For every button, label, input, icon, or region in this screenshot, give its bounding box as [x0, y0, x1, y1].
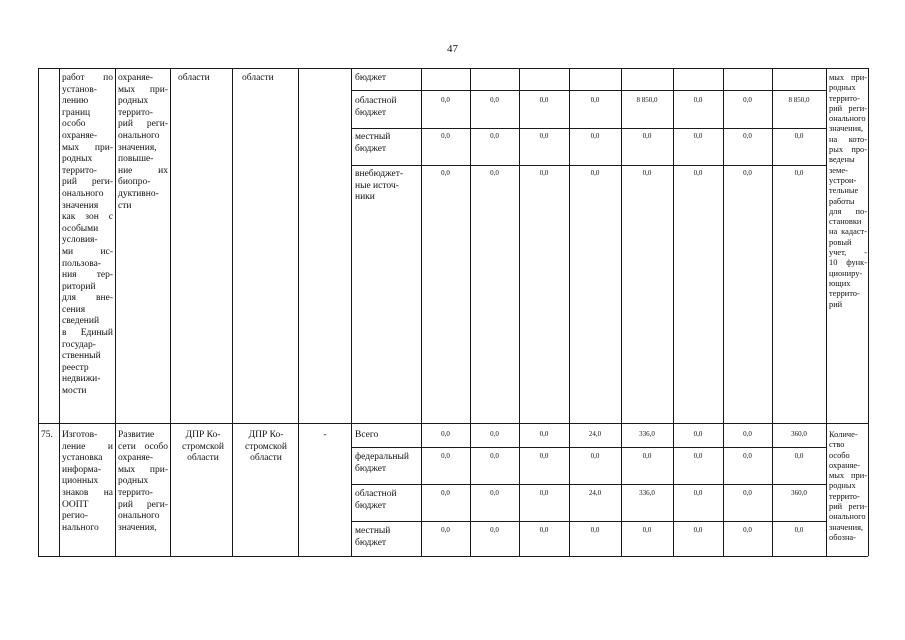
budget-source-label: областной бюджет [355, 96, 397, 118]
budget-amount: 360,0 [791, 489, 807, 497]
budget-amount: 0,0 [490, 489, 499, 497]
page-number: 47 [447, 43, 458, 55]
budget-amount: 0,0 [441, 430, 450, 438]
budget-amount: 0,0 [642, 169, 652, 177]
executor-75: ДПР Ко- стромской области [182, 430, 224, 464]
table-top-rule [38, 68, 868, 69]
budget-amount: 0,0 [441, 96, 450, 104]
budget-amount: 0,0 [539, 96, 549, 104]
budget-amount: 24,0 [588, 430, 602, 438]
budget-subrow-rule [351, 521, 826, 522]
budget-amount: 0,0 [490, 452, 499, 460]
budget-amount: 0,0 [693, 452, 703, 460]
budget-amount: 0,0 [590, 132, 600, 140]
result-indicator-75: Количе- ство особо охраняе- мых при- родных террито- рий реги- онального значения, обозна- [829, 430, 867, 542]
budget-amount: 0,0 [794, 526, 804, 534]
coexecutor-prev: области [242, 73, 274, 83]
budget-amount: 0,0 [743, 526, 752, 534]
budget-amount: 0,0 [590, 526, 600, 534]
budget-amount: 0,0 [490, 169, 499, 177]
budget-amount: 24,0 [588, 489, 602, 497]
budget-amount: 0,0 [441, 452, 450, 460]
table-column-rule [772, 68, 773, 556]
table-column-rule [826, 68, 827, 556]
budget-amount: 336,0 [639, 430, 655, 438]
table-column-rule [569, 68, 570, 556]
executor-prev: области [178, 73, 210, 83]
budget-subrow-rule [351, 90, 826, 91]
budget-amount: 0,0 [642, 132, 652, 140]
budget-amount: 0,0 [743, 489, 752, 497]
table-column-rule [38, 68, 39, 556]
table-bottom-rule [38, 556, 868, 557]
table-column-rule [621, 68, 622, 556]
budget-amount: 0,0 [441, 132, 450, 140]
budget-amount: 0,0 [794, 452, 804, 460]
table-column-rule [170, 68, 171, 556]
row-number: 75. [41, 430, 53, 440]
budget-source-label: внебюджет- ные источ- ники [355, 169, 404, 203]
budget-amount: 0,0 [539, 430, 549, 438]
work-description-75: Изготов- ление и установка информа- ционных знаков на ООПТ регио- нального [62, 430, 113, 533]
table-column-rule [298, 68, 299, 556]
budget-amount: 0,0 [743, 452, 752, 460]
budget-amount: 0,0 [743, 132, 752, 140]
budget-amount: 0,0 [743, 430, 752, 438]
planned-result-dash: - [323, 430, 327, 440]
budget-amount: 0,0 [539, 489, 549, 497]
budget-amount: 0,0 [743, 169, 752, 177]
budget-amount: 0,0 [693, 96, 703, 104]
work-description-prev: работ по установ- лению границ особо охраняе- мых при- родных террито- рий реги- онального значения как зон с особыми условия- ми ис- пользова- ния тер- риторий для вне- сения сведений в Единый государ- ственный реестр недвижи- мости [62, 73, 113, 397]
budget-amount: 0,0 [441, 526, 450, 534]
goal-description-75: Развитие сети особо охраняе- мых при- родных террито- рий реги- онального значения, [118, 430, 168, 533]
row-separator-rule [38, 423, 868, 424]
table-column-rule [115, 68, 116, 556]
budget-source-label: федеральный бюджет [355, 452, 409, 474]
budget-amount: 0,0 [743, 96, 752, 104]
budget-subrow-rule [351, 128, 826, 129]
budget-amount: 0,0 [441, 489, 450, 497]
budget-amount: 0,0 [539, 132, 549, 140]
budget-source-label: бюджет [355, 73, 387, 83]
budget-amount: 8 850,0 [636, 96, 658, 104]
budget-amount: 0,0 [693, 430, 703, 438]
budget-amount: 0,0 [590, 169, 600, 177]
coexecutor-75: ДПР Ко- стромской области [245, 430, 287, 464]
budget-amount: 336,0 [639, 489, 655, 497]
budget-amount: 0,0 [642, 452, 652, 460]
budget-source-label: местный бюджет [355, 132, 391, 154]
budget-subrow-rule [351, 447, 826, 448]
budget-amount: 0,0 [490, 96, 499, 104]
table-column-rule [470, 68, 471, 556]
budget-amount: 8 850,0 [788, 96, 810, 104]
budget-amount: 0,0 [539, 452, 549, 460]
budget-amount: 0,0 [490, 526, 499, 534]
budget-subrow-rule [351, 484, 826, 485]
budget-amount: 0,0 [642, 526, 652, 534]
budget-amount: 0,0 [590, 96, 600, 104]
budget-subrow-rule [351, 165, 826, 166]
budget-amount: 0,0 [590, 452, 600, 460]
budget-source-label: областной бюджет [355, 489, 397, 511]
budget-source-label: Всего [355, 430, 379, 440]
budget-amount: 0,0 [490, 132, 499, 140]
budget-amount: 0,0 [539, 526, 549, 534]
budget-amount: 0,0 [794, 169, 804, 177]
budget-amount: 0,0 [693, 526, 703, 534]
budget-amount: 0,0 [693, 132, 703, 140]
budget-amount: 0,0 [490, 430, 499, 438]
goal-description-prev: охраняе- мых при- родных террито- рий реги- онального значения, повыше- ние их биопро- дуктивно- сти [118, 73, 168, 211]
budget-amount: 360,0 [791, 430, 807, 438]
result-indicator-prev: мых при- родных террито- рий реги- онального значения, на кото- рых про- ведены земе- устрои- тельные работы для по- становки на кадаст- ровый учет, - 10 функ- циониру- ющих террито- рий [829, 73, 867, 309]
table-column-rule [723, 68, 724, 556]
budget-amount: 0,0 [539, 169, 549, 177]
budget-amount: 0,0 [794, 132, 804, 140]
budget-source-label: местный бюджет [355, 526, 391, 548]
budget-amount: 0,0 [693, 489, 703, 497]
table-column-rule [673, 68, 674, 556]
table-column-rule [232, 68, 233, 556]
table-column-rule [421, 68, 422, 556]
table-column-rule [519, 68, 520, 556]
table-column-rule [59, 68, 60, 556]
table-column-rule [868, 68, 869, 556]
budget-amount: 0,0 [441, 169, 450, 177]
budget-amount: 0,0 [693, 169, 703, 177]
table-column-rule [351, 68, 352, 556]
